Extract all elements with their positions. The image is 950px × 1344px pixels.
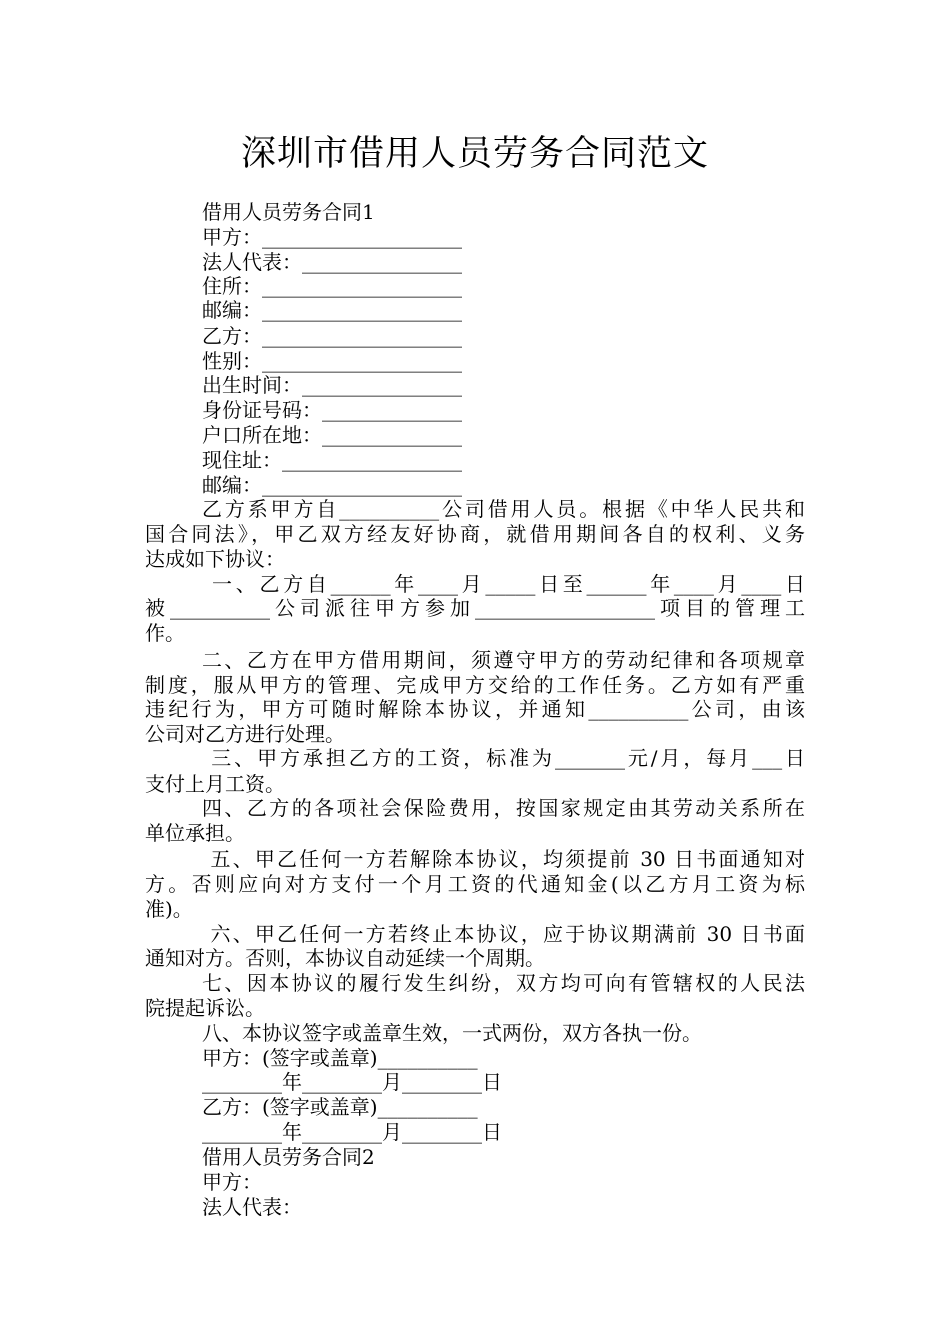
field-current-address: 现住址：__________________ (202, 448, 462, 472)
clause-2-line: 二、乙方在甲方借用期间，须遵守甲方的劳动纪律和各项规章 (202, 648, 805, 672)
clause-1-line: 被__________公司派往甲方参加__________________项目的管理工 (145, 596, 805, 620)
paragraph-intro-line: 乙方系甲方自__________公司借用人员。根据《中华人民共和 (202, 497, 805, 521)
clause-4-line: 四、乙方的各项社会保险费用，按国家规定由其劳动关系所在 (202, 796, 805, 820)
paragraph-intro-line: 达成如下协议： (145, 547, 285, 571)
field-birth-date: 出生时间：________________ (202, 373, 462, 397)
clause-5-line: 方。否则应向对方支付一个月工资的代通知金(以乙方月工资为标 (145, 872, 805, 896)
field-party-a: 甲方：____________________ (202, 225, 462, 249)
clause-6-line: 六、甲乙任何一方若终止本协议，应于协议期满前 30 日书面 (202, 922, 805, 946)
field-party-b: 乙方：____________________ (202, 324, 462, 348)
clause-8-line: 八、本协议签字或盖章生效，一式两份，双方各执一份。 (202, 1021, 702, 1045)
clause-2-line: 公司对乙方进行处理。 (145, 722, 345, 746)
clause-1-line: 一、乙方自______年____月_____日至______年____月____日 (202, 572, 805, 596)
field-address: 住所：____________________ (202, 274, 462, 298)
clause-6-line: 通知对方。否则，本协议自动延续一个周期。 (145, 946, 545, 970)
signature-party-a: 甲方：(签字或盖章)__________ (202, 1046, 478, 1070)
clause-2-line: 违纪行为，甲方可随时解除本协议，并通知__________公司，由该 (145, 697, 805, 721)
subtitle-contract-2: 借用人员劳务合同2 (202, 1145, 375, 1169)
signature-party-b: 乙方：(签字或盖章)__________ (202, 1095, 478, 1119)
signature-date-b: ________年________月________日 (202, 1120, 502, 1144)
field-legal-rep: 法人代表：________________ (202, 250, 462, 274)
clause-5-line: 五、甲乙任何一方若解除本协议，均须提前 30 日书面通知对 (202, 847, 805, 871)
field-hukou: 户口所在地：______________ (202, 423, 462, 447)
subtitle-contract-1: 借用人员劳务合同1 (202, 200, 375, 224)
signature-date-a: ________年________月________日 (202, 1070, 502, 1094)
clause-7-line: 院提起诉讼。 (145, 996, 265, 1020)
document-title: 深圳市借用人员劳务合同范文 (240, 134, 709, 174)
clause-3-line: 三、甲方承担乙方的工资，标准为_______元/月，每月___日 (202, 746, 805, 770)
clause-2-line: 制度，服从甲方的管理、完成甲方交给的工作任务。乙方如有严重 (145, 673, 805, 697)
clause-3-line: 支付上月工资。 (145, 772, 285, 796)
field-postcode: 邮编：____________________ (202, 298, 462, 322)
field-gender: 性别：____________________ (202, 349, 462, 373)
paragraph-intro-line: 国合同法》，甲乙双方经友好协商，就借用期间各自的权利、义务 (145, 522, 805, 546)
field-legal-rep-2: 法人代表： (202, 1195, 302, 1219)
field-postcode-b: 邮编：____________________ (202, 473, 462, 497)
clause-1-line: 作。 (145, 621, 185, 645)
field-id-number: 身份证号码：______________ (202, 398, 462, 422)
clause-4-line: 单位承担。 (145, 821, 245, 845)
field-party-a-2: 甲方： (202, 1170, 262, 1194)
clause-5-line: 准)。 (145, 897, 193, 921)
clause-7-line: 七、因本协议的履行发生纠纷，双方均可向有管辖权的人民法 (202, 971, 805, 995)
